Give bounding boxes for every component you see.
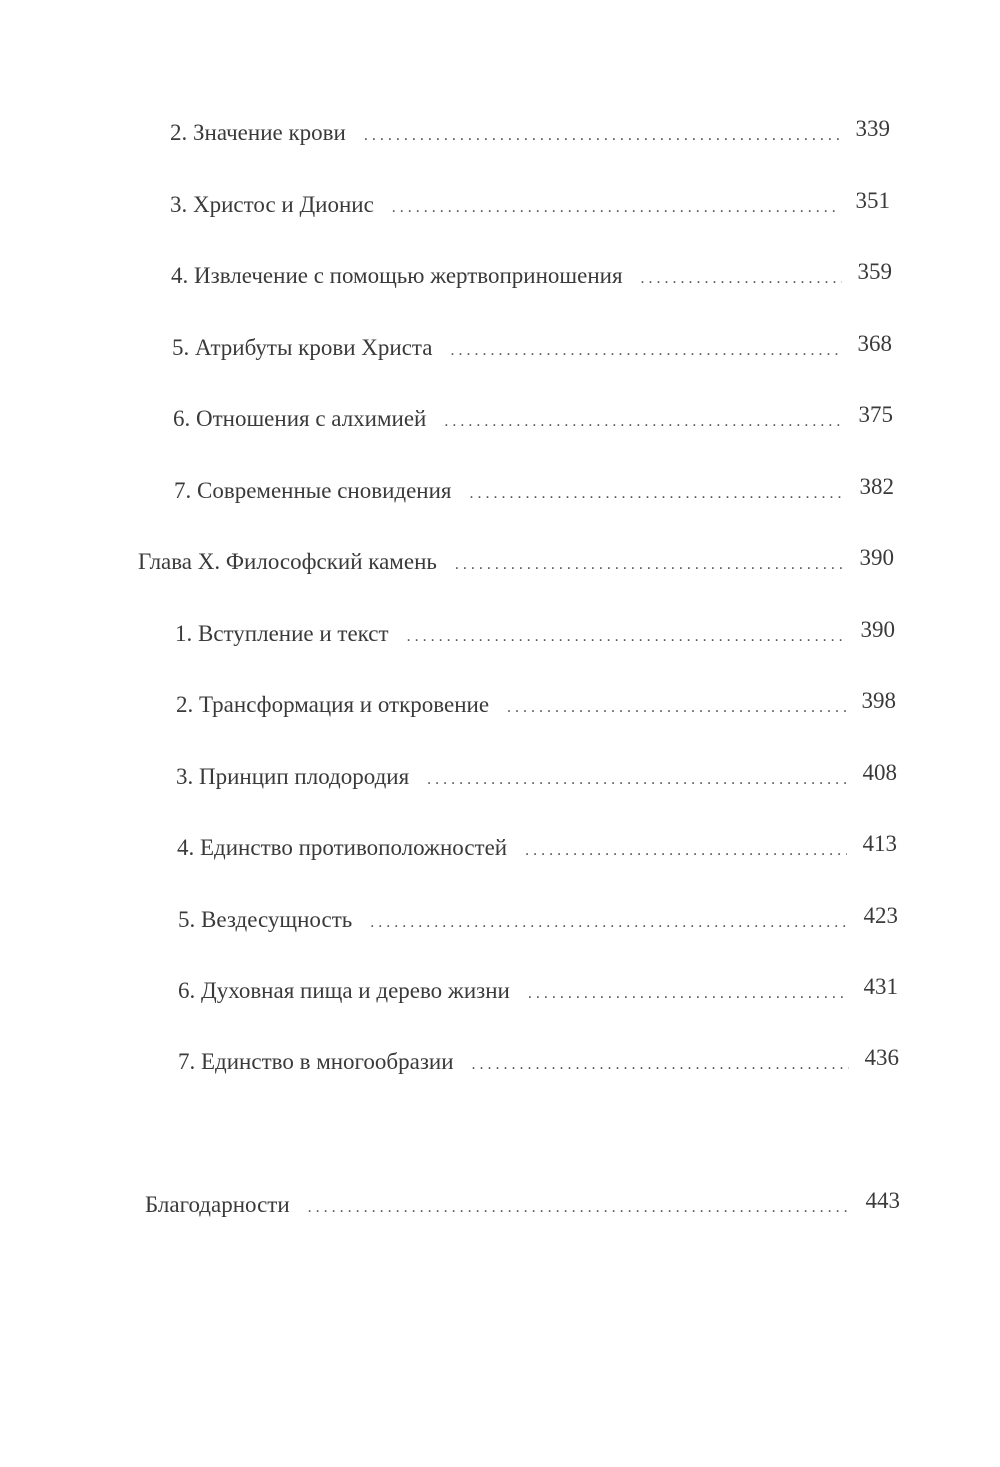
dot-leader [470,479,844,509]
toc-entry [178,976,898,1006]
toc-page-number: 368 [857,331,892,356]
toc-entry [172,333,892,363]
dot-leader [444,407,842,437]
toc-page-number: 398 [861,688,896,713]
toc-page-number: 351 [855,188,890,213]
toc-entry-title: 2. Значение крови [170,120,346,145]
dot-leader [427,765,846,795]
toc-entry [178,905,898,935]
toc-page-number: 408 [862,760,897,785]
toc-entry-title: 4. Единство противоположностей [177,835,508,860]
toc-entry [173,404,893,434]
toc-page-number: 431 [863,974,898,999]
dot-leader [407,622,845,652]
toc-entry-title: 6. Отношения с алхимией [173,406,427,431]
toc-entry-title: 2. Трансформация и откровение [176,692,490,717]
dot-leader [308,1193,850,1223]
toc-entry [170,118,890,148]
toc-page-number: 390 [859,545,894,570]
toc-entry [176,762,897,792]
dot-leader [364,121,840,151]
toc-page-number: 390 [860,617,895,642]
toc-entry-title: 3. Христос и Дионис [170,192,374,217]
toc-entry-title: 6. Духовная пища и дерево жизни [178,978,510,1003]
toc-entry [176,690,896,720]
toc-entry-title: 7. Современные сновидения [174,478,452,503]
dot-leader [641,264,842,294]
toc-entry-title: 5. Атрибуты крови Христа [172,335,433,360]
toc-entry [178,1047,899,1077]
toc-chapter-title: Глава X. Философский камень [138,549,437,574]
toc-page-number: 382 [859,474,894,499]
toc-entry-title: 1. Вступление и текст [175,621,389,646]
dot-leader [450,336,841,366]
toc-entry-title: 5. Вездесущность [178,907,353,932]
toc-entry-title: 7. Единство в многообразии [178,1049,454,1074]
toc-entry [171,261,892,291]
toc-entry [177,833,897,863]
dot-leader [472,1050,849,1080]
dot-leader [392,193,840,223]
dot-leader [455,550,844,580]
toc-entry-title: Благодарности [145,1192,290,1217]
dot-leader [370,908,847,938]
toc-page-number: 436 [864,1045,899,1070]
toc-page-number: 413 [862,831,897,856]
dot-leader [525,836,846,866]
toc-entry [174,476,894,506]
toc-page-number: 375 [858,402,893,427]
toc-page-number: 359 [857,259,892,284]
toc-page-number: 443 [865,1188,900,1213]
toc-page-number: 423 [863,903,898,928]
toc-entry-title: 3. Принцип плодородия [176,764,410,789]
dot-leader [528,979,848,1009]
dot-leader [507,693,845,723]
toc-entry-title: 4. Извлечение с помощью жертвоприношения [171,263,623,288]
toc-page-number: 339 [855,116,890,141]
toc-entry [170,190,890,220]
toc-chapter-entry [138,547,894,577]
toc-entry [175,619,895,649]
toc-backmatter-entry [145,1190,900,1220]
